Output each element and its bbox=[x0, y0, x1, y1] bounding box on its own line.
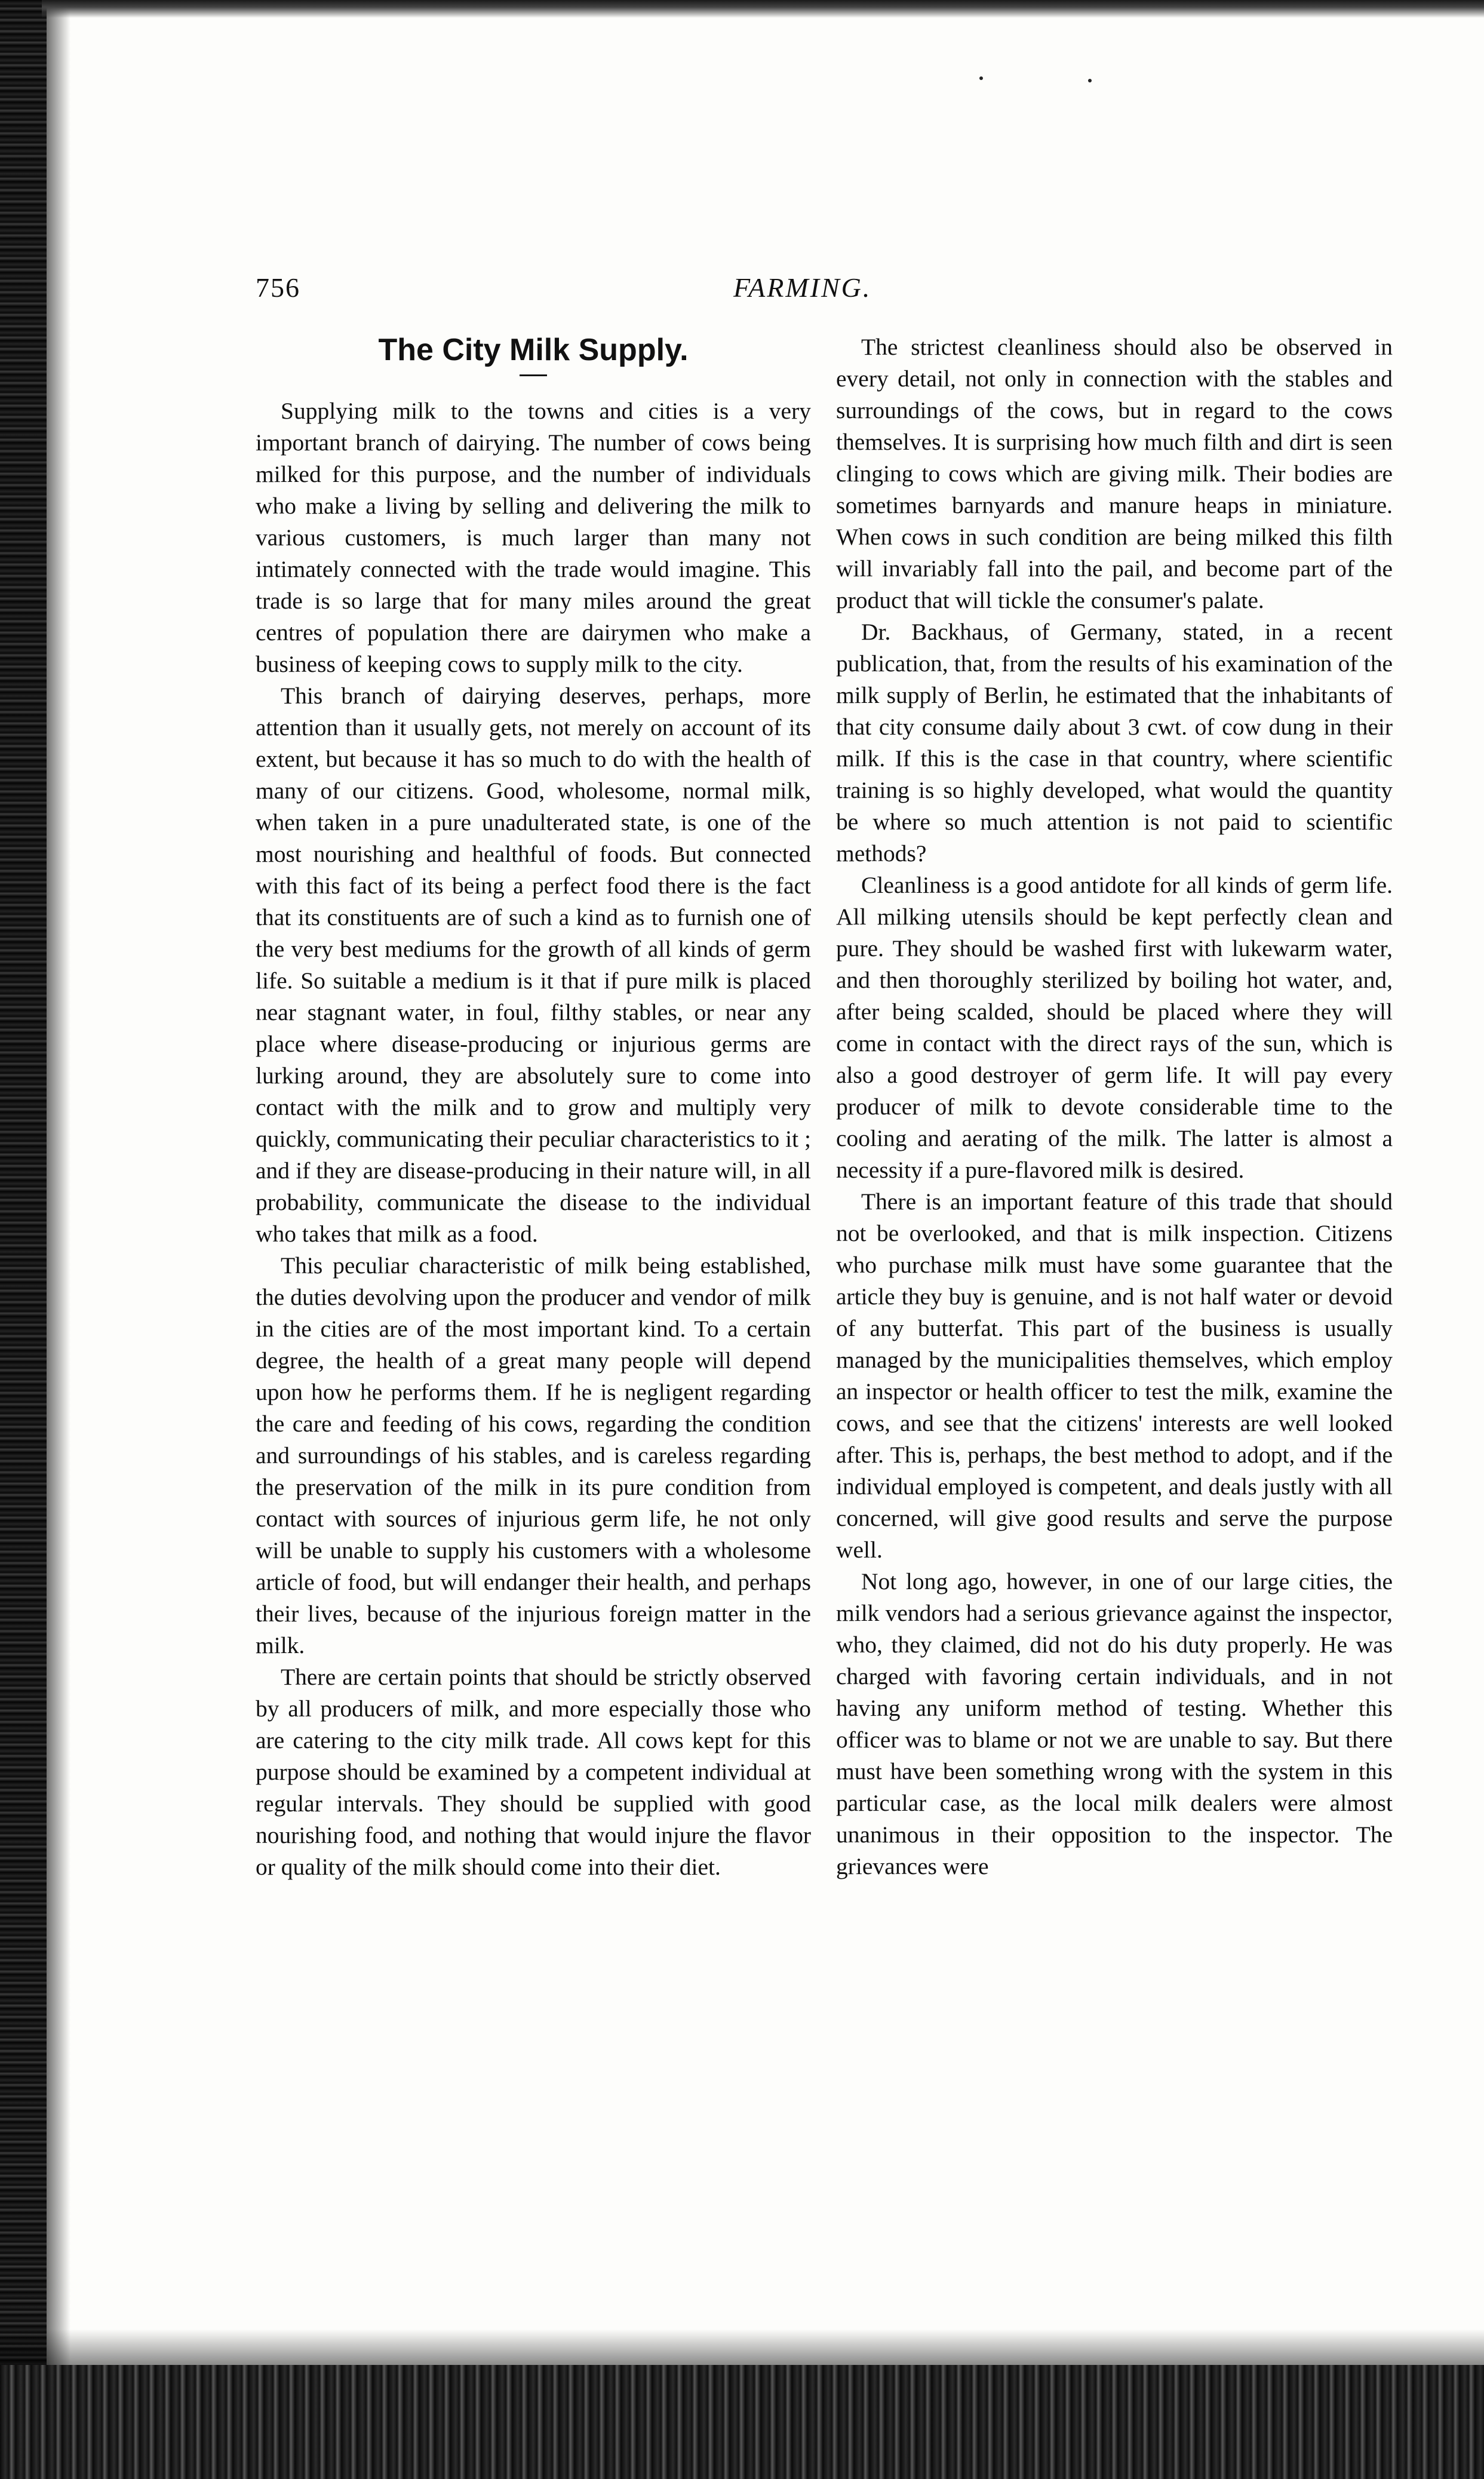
left-column bbox=[256, 331, 811, 1883]
paragraph: There are certain points that should be strictly observed by all producers of milk, and more especially those who are catering to the city milk trade. All cows kept for this purpose should be examined by a competent individual at regular intervals. They should be supplied with good nourishing food, and nothing that would injure the flavor or quality of the milk should come into their diet. bbox=[256, 1664, 811, 1880]
paragraph: The strictest cleanliness should also be observed in every detail, not only in connection with the stables and surroundings of the cows, but in regard to the cows themselves. It is surprising how much filth and dirt is seen clinging to cows which are giving milk. Their bodies are sometimes barnyards and manure heaps in miniature. When cows in such condition are being milked this filth will invariably fall into the pail, and become part of the product that will tickle the consumer's palate. bbox=[836, 334, 1393, 613]
bottom-edge-shadow bbox=[0, 2365, 1484, 2479]
paragraph: Not long ago, however, in one of our large cities, the milk vendors had a serious grievance against the inspector, who, they claimed, did not do his duty properly. He was charged with favoring certain individuals, and in not having any uniform method of testing. Whether this officer was to blame or not we are unable to say. But there must have been something wrong with the system in this particular case, as the local milk dealers were almost unanimous in their opposition to the inspector. The grievances were bbox=[836, 1568, 1393, 1879]
paragraph: This peculiar characteristic of milk being established, the duties devolving upon the producer and vendor of milk in the cities are of the most important kind. To a certain degree, the health of a great many people will depend upon how he performs them. If he is negligent regarding the care and feeding of his cows, regarding the condition and surroundings of his stables, and is careless regarding the preservation of the milk in its pure condition from contact with sources of injurious germ life, he not only will be unable to supply his customers with a wholesome article of food, but will endanger their health, and perhaps their lives, because of the injurious foreign matter in the milk. bbox=[256, 1252, 811, 1658]
page-number: 756 bbox=[256, 272, 300, 303]
paragraph: There is an important feature of this trade that should not be overlooked, and that is milk inspection. Citizens who purchase milk must have some guarantee that the article they buy is genuine, and is not half water or devoid of any butterfat. This part of the business is usually managed by the municipalities themselves, which employ an inspector or health officer to test the milk, examine the cows, and see that the citizens' interests are well looked after. This is, perhaps, the best method to adopt, and if the individual employed is competent, and deals justly with all concerned, will give good results and serve the purpose well. bbox=[836, 1188, 1393, 1563]
article-title: The City Milk Supply. bbox=[378, 333, 689, 367]
binding-shadow bbox=[0, 0, 47, 2479]
title-rule bbox=[520, 374, 547, 376]
scan-speck bbox=[979, 76, 983, 80]
paragraph: Cleanliness is a good antidote for all kinds of germ life. All milking utensils should be kept perfectly clean and pure. They should be washed first with lukewarm water, and then thoroughly sterilized by boiling hot water, and, after being scalded, should be placed where they will come in contact with the direct rays of the sun, which is also a good destroyer of germ life. It will pay every producer of milk to devote considerable time to the cooling and aerating of the milk. The latter is almost a necessity if a pure-flavored milk is desired. bbox=[836, 872, 1393, 1183]
running-head bbox=[256, 272, 1390, 314]
scan-speck bbox=[1088, 79, 1092, 82]
paragraph: Supplying milk to the towns and cities is a very important branch of dairying. The number of cows being milked for this purpose, and the number of individuals who make a living by selling and delivering the milk to various customers, is much larger than many not intimately connected with the trade would imagine. This trade is so large that for many miles around the great centres of population there are dairymen who make a business of keeping cows to supply milk to the city. bbox=[256, 398, 811, 677]
paragraph: This branch of dairying deserves, perhaps, more attention than it usually gets, not merely on account of its extent, but because it has so much to do with the health of many of our citizens. Good, wholesome, normal milk, when taken in a pure unadulterated state, is one of the most nourishing and healthful of foods. But connected with this fact of its being a perfect food there is the fact that its constituents are of such a kind as to furnish one of the very best mediums for the growth of all kinds of germ life. So suitable a medium is it that if pure milk is placed near stagnant water, in foul, filthy stables, or near any place where disease-producing or injurious germs are lurking around, they are absolutely sure to come into contact with the milk and to grow and multiply very quickly, communicating their peculiar characteristics to it ; and if they are disease-producing in their nature will, in all probability, communicate the disease to the individual who takes that milk as a food. bbox=[256, 683, 811, 1247]
paragraph: Dr. Backhaus, of Germany, stated, in a recent publication, that, from the results of his examination of the milk supply of Berlin, he estimated that the inhabitants of that city consume daily about 3 cwt. of cow dung in their milk. If this is the case in that country, where scientific training is so highly developed, what would the quantity be where so much attention is not paid to scientific methods? bbox=[836, 619, 1393, 867]
journal-title: FARMING. bbox=[733, 272, 872, 303]
top-edge-shadow bbox=[42, 0, 1484, 18]
right-column bbox=[836, 331, 1393, 1882]
